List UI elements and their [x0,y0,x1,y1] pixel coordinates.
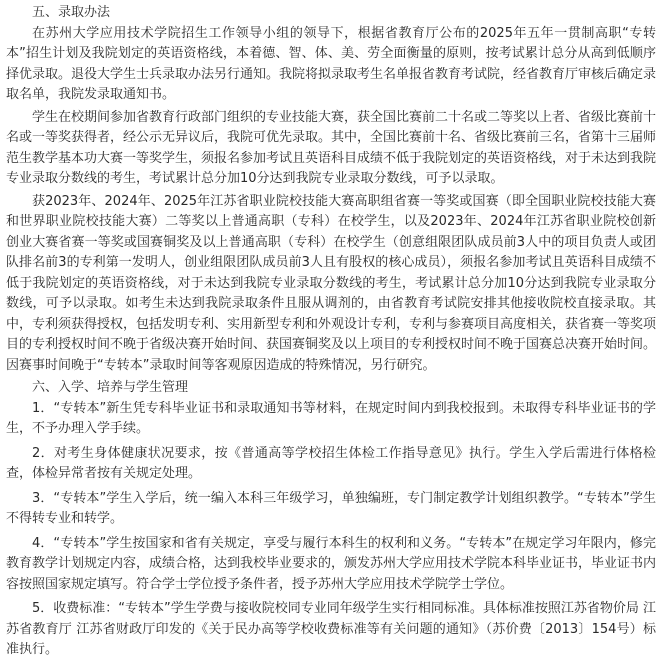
section-6-item-1: 1．“专转本”新生凭专科毕业证书和录取通知书等材料，在规定时间内到我校报到。未取得专科毕业证书的学生，不予办理入学手续。 [6,400,656,436]
section-6-item-2: 2．对考生身体健康状况要求，按《普通高等学校招生体检工作指导意见》执行。学生入学后需进行体格检查，体检异常者按有关规定处理。 [6,445,656,481]
section-6-item-3: 3．“专转本”学生入学后，统一编入本科三年级学习，单独编班，专门制定教学计划组织教学。“专转本”学生不得转专业和转学。 [6,490,656,526]
section-5-paragraph-3: 获2023年、2024年、2025年江苏省职业院校技能大赛高职组省赛一等奖或国赛（即全国职业院校技能大赛和世界职业院校技能大赛）二等奖以上普通高职（专科）在校学生，以及2023年、2024年江苏省职业院校创新创业大赛省赛一等奖或国赛铜奖及以上普通高职（专科）在校学生（创意组限团队成员前3人中的项目负责人或团队排名前3的专利第一发明人，创业组限团队成员前3人且有股权的核心成员），须报名参加考试且英语科目成绩不低于我院划定的英语资格线，对于未达到我院专业录取分数线的考生，考试累计总分加10分达到我院专业录取分数线，可予以录取。如考生未达到我院录取条件且服从调剂的，由省教育考试院安排其他接收院校直接录取。其中，专利须获得授权，包括发明专利、实用新型专利和外观设计专利，专利与参赛项目高度相关，获省赛一等奖项目的专利授权时间不晚于省级决赛开始时间、获国赛铜奖及以上项目的专利授权时间不晚于国赛总决赛开始时间。因赛事时间晚于“专转本”录取时间等客观原因造成的特殊情况，另行研究。 [6,193,657,373]
section-6-item-4: 4．“专转本”学生按国家和省有关规定，享受与履行本科生的权利和义务。“专转本”在规定学习年限内，修完教育教学计划规定内容，成绩合格，达到我校毕业要求的，颁发苏州大学应用技术学院本科毕业证书，毕业证书内容按照国家规定填写。符合学士学位授予条件者，授予苏州大学应用技术学院学士学位。 [6,535,657,592]
section-6-heading: 六、入学、培养与学生管理 [32,380,189,395]
section-5-paragraph-2: 学生在校期间参加省教育行政部门组织的专业技能大赛，获全国比赛前二十名或二等奖以上者、省级比赛前十名或一等奖获得者，经公示无异议后，我院可优先录取。其中，全国比赛前十名、省级比赛前三名，省第十三届师范生教学基本功大赛一等奖学生，须报名参加考试且英语科目成绩不低于我院划定的英语资格线，对于未达到我院专业录取分数线的考生，考试累计总分加10分达到我院专业录取分数线，可予以录取。 [6,109,657,186]
section-5-paragraph-1: 在苏州大学应用技术学院招生工作领导小组的领导下，根据省教育厅公布的2025年五年一贯制高职“专转本”招生计划及我院划定的英语资格线，本着德、智、体、美、劳全面衡量的原则，按考试累计总分从高到低顺序择优录取。退役大学生士兵录取办法另行通知。我院将拟录取考生名单报省教育考试院，经省教育厅审核后确定录取名单，我院发录取通知书。 [6,25,657,102]
section-6-item-5: 5．收费标准：“专转本”学生学费与接收院校同专业同年级学生实行相同标准。具体标准按照江苏省物价局 江苏省教育厅 江苏省财政厅印发的《关于民办高等学校收费标准等有关问题的通知》（苏价费〔2013〕154号）标准执行。 [6,601,656,657]
section-5-heading: 五、录取办法 [32,5,111,20]
